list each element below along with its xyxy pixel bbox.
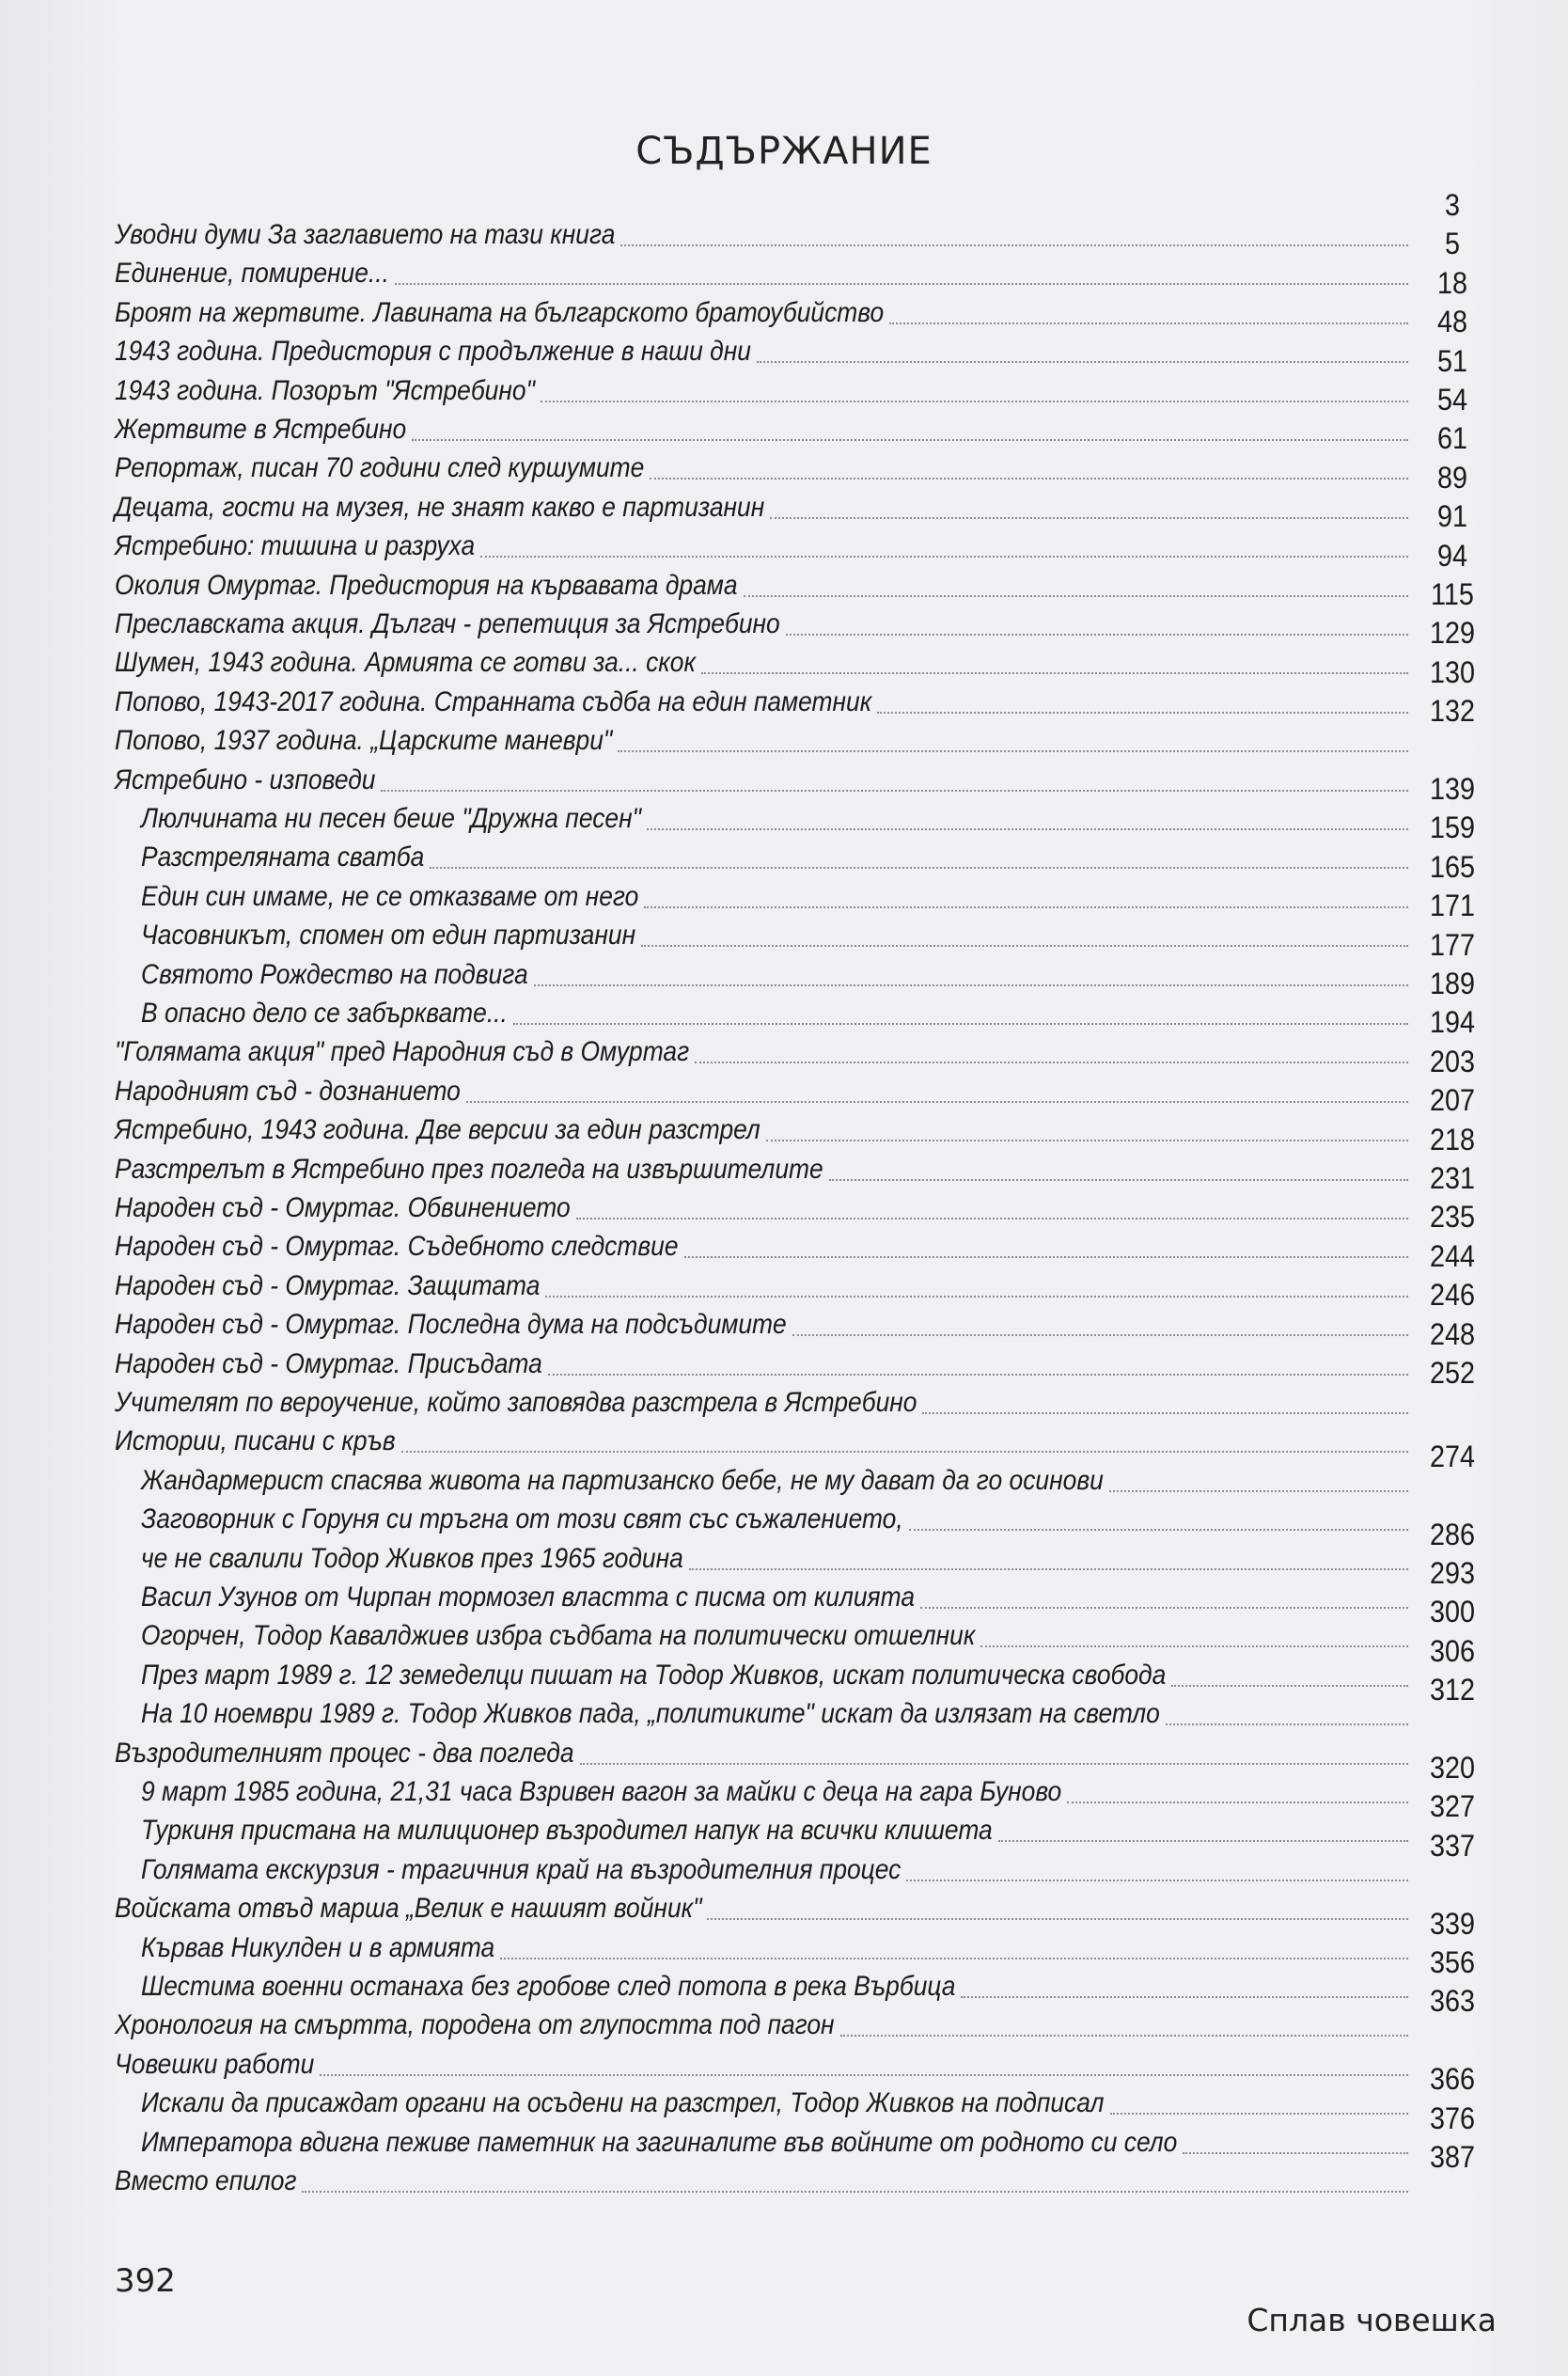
toc-entry-title: Единение, помирение... xyxy=(115,258,389,290)
dot-leader xyxy=(320,2074,1408,2076)
toc-entry-title: Децата, гости на музея, не знаят какво е партизанин xyxy=(115,491,765,523)
toc-entry-title: Истории, писани с кръв xyxy=(115,1425,396,1457)
toc-entry xyxy=(115,487,1408,525)
toc-page-number: 293 xyxy=(1429,1556,1476,1590)
dot-leader xyxy=(1067,1802,1408,1803)
toc-entry xyxy=(115,526,1408,563)
toc-page-number: 54 xyxy=(1436,383,1468,417)
toc-entry xyxy=(141,1810,1408,1848)
toc-page-number: 235 xyxy=(1429,1200,1476,1235)
toc-entry-title: Попово, 1937 година. „Царските маневри" xyxy=(115,725,613,757)
toc-page-number: 207 xyxy=(1429,1083,1476,1118)
dot-leader xyxy=(770,517,1408,519)
toc-entry xyxy=(141,1538,1408,1576)
dot-leader xyxy=(909,1529,1408,1531)
toc-page-number: 327 xyxy=(1429,1789,1476,1824)
toc-entry-title: Разстреляната сватба xyxy=(141,842,425,873)
toc-entry xyxy=(115,1226,1408,1264)
toc-page-number: 300 xyxy=(1429,1595,1476,1629)
toc-entry xyxy=(141,837,1408,874)
toc-entry xyxy=(115,1109,1408,1147)
toc-entry xyxy=(115,720,1408,758)
toc-entry-title: Броят на жертвите. Лавината на българското братоубийство xyxy=(115,296,885,328)
dot-leader xyxy=(647,828,1408,830)
toc-page-number: 18 xyxy=(1436,265,1468,300)
dot-leader xyxy=(695,1062,1408,1063)
toc-entry-title: Ястребино, 1943 година. Две версии за един разстрел xyxy=(115,1114,760,1146)
dot-leader xyxy=(744,595,1408,597)
toc-entry xyxy=(115,1149,1408,1187)
dot-leader xyxy=(689,1568,1408,1570)
toc-entry-title: Войската отвъд марша „Велик е нашият войник" xyxy=(115,1893,702,1925)
toc-entry-title: че не свалили Тодор Живков през 1965 година xyxy=(141,1542,683,1574)
toc-entry xyxy=(115,1071,1408,1109)
toc-entry xyxy=(115,253,1408,291)
toc-page-number: 274 xyxy=(1429,1439,1476,1473)
toc-entry-title: Ястребино: тишина и разруха xyxy=(115,530,476,562)
dot-leader xyxy=(412,439,1408,441)
toc-page-number: 5 xyxy=(1444,227,1461,261)
toc-page-number: 189 xyxy=(1429,967,1476,1000)
toc-entry xyxy=(141,1693,1408,1731)
toc-entry-title: Васил Узунов от Чирпан тормозел властта с писма от килията xyxy=(141,1581,916,1613)
dot-leader xyxy=(889,323,1408,324)
toc-page-number: 91 xyxy=(1436,499,1468,534)
toc-entry-title: Един син имаме, не се отказваме от него xyxy=(141,880,639,912)
toc-entry xyxy=(115,2005,1408,2042)
toc-entry xyxy=(141,1771,1408,1809)
dot-leader xyxy=(618,750,1408,752)
toc-page-number: 363 xyxy=(1429,1984,1476,2019)
toc-page-number: 387 xyxy=(1429,2140,1476,2174)
toc-entry xyxy=(115,331,1408,369)
dot-leader xyxy=(513,1023,1408,1025)
toc-page-number: 231 xyxy=(1429,1161,1476,1195)
toc-entry xyxy=(115,370,1408,408)
dot-leader xyxy=(920,1607,1408,1609)
dot-leader xyxy=(500,1958,1408,1959)
dot-leader xyxy=(576,1218,1408,1219)
toc-entry xyxy=(115,1031,1408,1069)
toc-entry xyxy=(115,1304,1408,1342)
toc-entry-title: В опасно дело се забърквате... xyxy=(141,998,508,1029)
toc-entry-title: 1943 година. Предистория с продължение в наши дни xyxy=(115,336,751,368)
dot-leader xyxy=(395,283,1408,285)
dot-leader xyxy=(701,672,1408,674)
toc-entry xyxy=(115,1421,1408,1458)
toc-entry xyxy=(141,876,1408,914)
dot-leader xyxy=(786,634,1408,636)
toc-page-number: 51 xyxy=(1436,343,1468,378)
toc-page-number: 3 xyxy=(1444,188,1461,222)
toc-entry-title: Уводни думи За заглавието на тази книга xyxy=(115,219,616,250)
toc-entry xyxy=(141,1577,1408,1614)
dot-leader xyxy=(877,712,1408,714)
toc-page-number: 339 xyxy=(1429,1906,1476,1941)
page-number: 392 xyxy=(115,2262,176,2300)
dot-leader xyxy=(1109,1490,1408,1492)
dot-leader xyxy=(534,984,1408,986)
toc-entry xyxy=(141,2083,1408,2120)
toc-entry-title: 9 март 1985 година, 21,31 часа Взривен вагон за майки с деца на гара Буново xyxy=(141,1776,1062,1807)
toc-entry-title: През март 1989 г. 12 земеделци пишат на Тодор Живков, искат политическа свобода xyxy=(141,1659,1167,1691)
toc-page-number: 244 xyxy=(1429,1238,1476,1273)
toc-entry xyxy=(141,1655,1408,1692)
dot-leader xyxy=(302,2191,1408,2193)
toc-entry xyxy=(115,604,1408,641)
toc-entry-title: Репортаж, писан 70 години след куршумите xyxy=(115,452,645,484)
toc-entry xyxy=(115,1266,1408,1303)
toc-entry xyxy=(141,2122,1408,2160)
toc-entry xyxy=(115,565,1408,603)
toc-entry-title: Народен съд - Омуртаг. Защитата xyxy=(115,1269,541,1301)
toc-entry xyxy=(115,2044,1408,2082)
toc-page-number: 171 xyxy=(1429,889,1476,923)
dot-leader xyxy=(480,556,1408,558)
toc-entry-title: Разстрелът в Ястребино през погледа на извършителите xyxy=(115,1153,823,1185)
toc-entry-title: "Голямата акция" пред Народния съд в Омуртаг xyxy=(115,1036,690,1068)
toc-page-number: 159 xyxy=(1429,810,1476,845)
toc-entry xyxy=(115,642,1408,680)
dot-leader xyxy=(906,1880,1408,1881)
toc-entry-title: Ястребино - изповеди xyxy=(115,763,376,795)
toc-entry-title: Святото Рождество на подвига xyxy=(141,958,528,990)
toc-entry xyxy=(115,448,1408,485)
toc-entry-title: Кървав Никулден и в армията xyxy=(141,1931,495,1963)
toc-page-number: 48 xyxy=(1436,305,1468,339)
toc-entry xyxy=(141,1499,1408,1536)
dot-leader xyxy=(466,1101,1408,1103)
toc-entry-title: 1943 година. Позорът "Ястребино" xyxy=(115,374,535,406)
toc-page-number: 132 xyxy=(1429,694,1476,729)
dot-leader xyxy=(650,478,1408,480)
dot-leader xyxy=(580,1763,1408,1765)
toc-entry-title: Шестима военни останаха без гробове след потопа в река Върбица xyxy=(141,1971,956,2002)
toc-page-number: 130 xyxy=(1429,654,1476,689)
dot-leader xyxy=(792,1334,1408,1336)
toc-entry xyxy=(141,798,1408,836)
toc-entry-title: Шумен, 1943 година. Армията се готви за... скок xyxy=(115,647,696,679)
toc-entry-title: Възродителният процес - два погледа xyxy=(115,1737,574,1769)
toc-page-number: 165 xyxy=(1429,849,1476,884)
toc-entry xyxy=(141,1460,1408,1498)
toc-entry-title: Заговорник с Горуня си тръгна от този свят със съжалението, xyxy=(141,1503,903,1535)
toc-page-number: 139 xyxy=(1429,772,1476,806)
dot-leader xyxy=(840,2035,1408,2037)
toc-entry xyxy=(115,760,1408,797)
toc-page-number: 376 xyxy=(1429,2101,1476,2135)
dot-leader xyxy=(1183,2152,1408,2154)
toc-page-number: 194 xyxy=(1429,1005,1476,1040)
toc-entry-title: Народен съд - Омуртаг. Обвинението xyxy=(115,1192,571,1223)
dot-leader xyxy=(401,1451,1408,1453)
dot-leader xyxy=(620,244,1408,246)
page-title: СЪДЪРЖАНИЕ xyxy=(635,130,933,173)
toc-entry-title: Часовникът, спомен от един партизанин xyxy=(141,920,636,952)
dot-leader xyxy=(541,401,1408,402)
toc-entry xyxy=(115,1188,1408,1225)
toc-entry xyxy=(115,1888,1408,1926)
toc-page-number: 177 xyxy=(1429,927,1476,962)
toc-entry xyxy=(115,292,1408,330)
toc-entry-title: На 10 ноември 1989 г. Тодор Живков пада, „политиките" искат да излязат на светло xyxy=(141,1698,1160,1730)
dot-leader xyxy=(644,906,1408,908)
toc-page-number: 94 xyxy=(1436,538,1468,573)
dot-leader xyxy=(961,1996,1408,1998)
toc-page-number: 286 xyxy=(1429,1517,1476,1551)
toc-entry-title: Голямата екскурзия - трагичния край на възродителния процес xyxy=(141,1853,902,1885)
dot-leader xyxy=(757,361,1408,363)
toc-page-number: 356 xyxy=(1429,1945,1476,1979)
toc-page-number: 312 xyxy=(1429,1673,1476,1707)
toc-page-number: 218 xyxy=(1429,1122,1476,1157)
dot-leader xyxy=(1171,1685,1408,1687)
dot-leader xyxy=(1166,1723,1408,1725)
toc-page-number: 252 xyxy=(1429,1356,1476,1390)
toc-page-number: 248 xyxy=(1429,1316,1476,1351)
toc-page-number: 246 xyxy=(1429,1278,1476,1313)
toc-entry-title: Хронология на смъртта, породена от глупостта под пагон xyxy=(115,2009,835,2041)
dot-leader xyxy=(829,1179,1408,1181)
toc-page-number: 320 xyxy=(1429,1751,1476,1785)
toc-entry-title: Жандармерист спасява живота на партизанско бебе, не му дават да го осинови xyxy=(141,1464,1104,1496)
toc-entry xyxy=(115,1382,1408,1420)
toc-entry-title: Жертвите в Ястребино xyxy=(115,414,407,445)
toc-entry-title: Вместо епилог xyxy=(115,2165,297,2196)
toc-page-number: 129 xyxy=(1429,616,1476,651)
toc-entry-title: Учителят по вероучение, който заповядва разстрела в Ястребино xyxy=(115,1387,917,1418)
toc-entry xyxy=(115,409,1408,447)
toc-entry-title: Попово, 1943-2017 година. Странната съдба на един паметник xyxy=(115,685,872,717)
toc-entry xyxy=(141,1849,1408,1887)
toc-page-number: 115 xyxy=(1431,577,1474,611)
dot-leader xyxy=(545,1296,1408,1298)
toc-page-number: 306 xyxy=(1429,1633,1476,1668)
dot-leader xyxy=(980,1645,1408,1647)
toc-entry xyxy=(115,1733,1408,1770)
toc-entry-title: Народен съд - Омуртаг. Последна дума на подсъдимите xyxy=(115,1309,787,1341)
toc-page-number: 366 xyxy=(1429,2062,1476,2097)
toc-entry xyxy=(115,1344,1408,1381)
toc-entry-title: Народен съд - Омуртаг. Присъдата xyxy=(115,1347,542,1379)
toc-entry xyxy=(115,214,1408,252)
dot-leader xyxy=(707,1918,1408,1920)
toc-entry-title: Искали да присаждат органи на осъдени на разстрел, Тодор Живков на подписал xyxy=(141,2087,1105,2119)
toc-page-number: 203 xyxy=(1429,1044,1476,1078)
toc-entry-title: Люлчината ни песен беше "Дружна песен" xyxy=(141,803,641,834)
toc-page-number: 89 xyxy=(1436,460,1468,495)
dot-leader xyxy=(381,790,1408,792)
dot-leader xyxy=(548,1374,1408,1376)
toc-entry-title: Императора вдигна пеживе паметник на загиналите във войните от родното си село xyxy=(141,2126,1178,2158)
dot-leader xyxy=(641,945,1408,947)
dot-leader xyxy=(1110,2113,1408,2115)
running-footer: Сплав човешка xyxy=(1247,2302,1497,2338)
toc-page-number: 61 xyxy=(1436,421,1468,456)
dot-leader xyxy=(922,1412,1408,1414)
toc-entry-title: Околия Омуртаг. Предистория на кървавата драма xyxy=(115,569,738,601)
toc-entry xyxy=(141,993,1408,1031)
dot-leader xyxy=(998,1840,1408,1842)
toc-entry-title: Човешки работи xyxy=(115,2048,315,2080)
dot-leader xyxy=(766,1140,1408,1141)
toc-entry-title: Народен съд - Омуртаг. Съдебното следствие xyxy=(115,1231,679,1263)
toc-entry xyxy=(115,682,1408,719)
toc-entry xyxy=(115,2161,1408,2198)
toc-entry xyxy=(141,1928,1408,1965)
toc-entry xyxy=(141,954,1408,992)
toc-page-number: 337 xyxy=(1429,1828,1476,1863)
toc-entry-title: Народният съд - дознанието xyxy=(115,1075,461,1107)
toc-entry-title: Туркиня пристана на милиционер възродител напук на всички клишета xyxy=(141,1815,993,1847)
toc-entry-title: Огорчен, Тодор Кавалджиев избра съдбата на политически отшелник xyxy=(141,1620,976,1652)
dot-leader xyxy=(684,1256,1408,1258)
toc-entry-title: Преславската акция. Дългач - репетиция за Ястребино xyxy=(115,608,780,639)
dot-leader xyxy=(430,867,1408,869)
toc-entry xyxy=(141,1615,1408,1653)
toc-entry xyxy=(141,915,1408,952)
toc-entry xyxy=(141,1966,1408,2004)
